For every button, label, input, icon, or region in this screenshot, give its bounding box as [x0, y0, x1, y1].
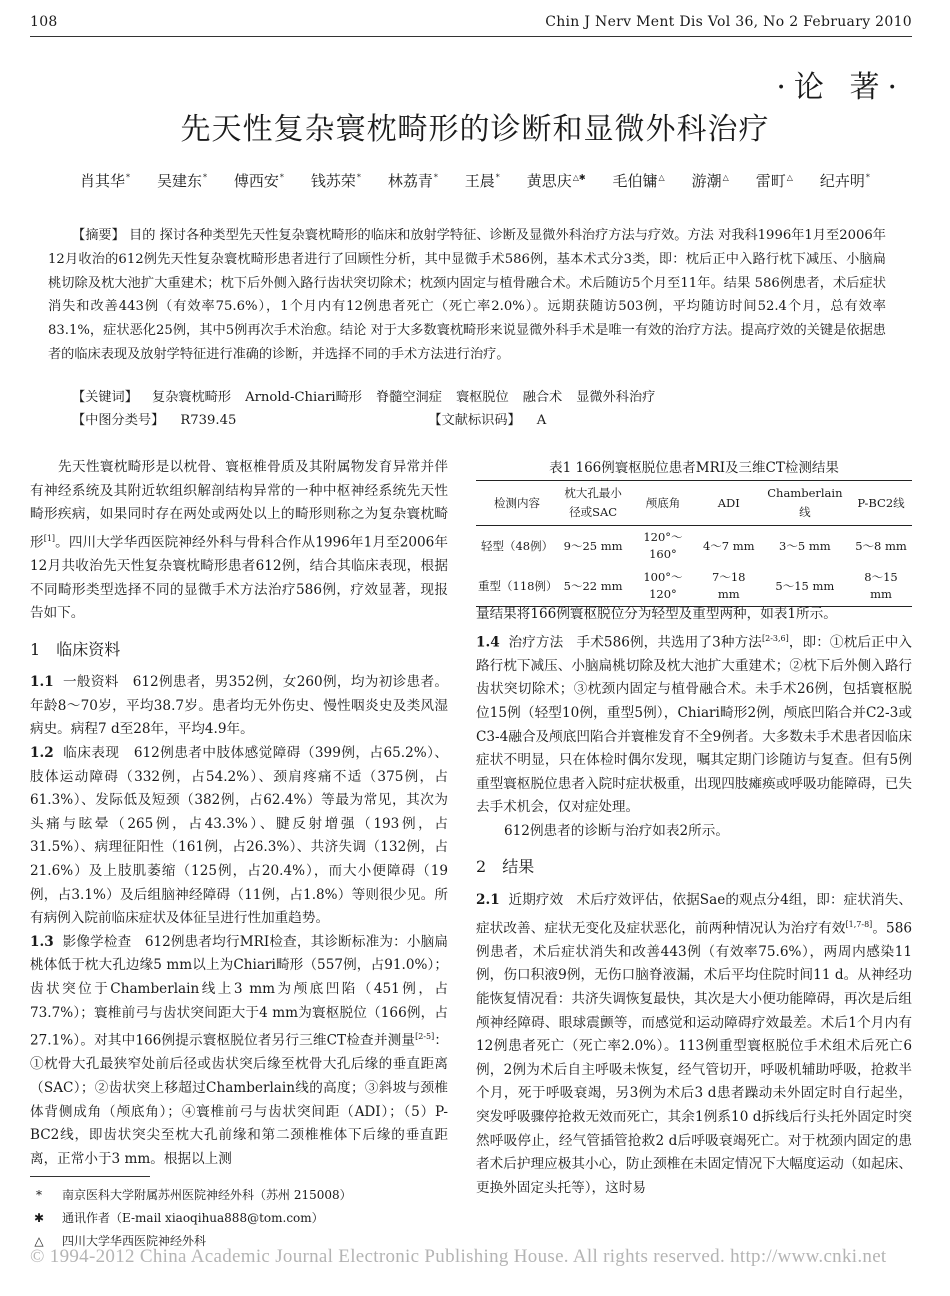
author: 雷町△ [755, 172, 793, 190]
footnote: * 南京医科大学附属苏州医院神经外科（苏州 215008） [36, 1188, 352, 1202]
section-tag: ·论 著· [776, 70, 905, 105]
keywords-label: 【关键词】 [72, 390, 138, 405]
table-followup: 量结果将166例寰枢脱位分为轻型及重型两种，如表1所示。 [476, 606, 837, 622]
subsection-1-2: 1.2 临床表现 612例患者中肢体感觉障碍（399例，占65.2%）、肢体运动障碍（332例，占54.2%）、颈肩疼痛不适（375例，占61.3%）、发际低及短颈（382例，占62.4%）等最为常见，其次为头痛与眩晕（265例，占43.3%）、腱反射增强（193例，占31.5%）、病理征阳性（161例，占26.3%）、共济失调（132例，占21.6%）及上肢肌萎缩（125例，占20.4%），而大小便障碍（19例，占3.1%）及后组脑神经障碍（11例，占1.8%）等则很少见。所有病例入院前临床症状及体征呈进行性加重趋势。 [30, 745, 448, 927]
table-header: ADI [698, 481, 760, 526]
table-row [476, 526, 912, 567]
table-cell: 5～8 mm [855, 538, 907, 553]
author: 钱苏荣* [310, 172, 361, 190]
table-cell: 120°～160° [643, 530, 683, 561]
keyword: 寰枢脱位 [455, 390, 509, 405]
keywords-row [72, 386, 886, 409]
section-heading-1: 1 临床资料 [30, 639, 121, 659]
class-value: R739.45 [180, 413, 237, 428]
classification-row [72, 409, 886, 432]
author: 林荔青* [387, 172, 438, 190]
keyword: 复杂寰枕畸形 [151, 390, 232, 405]
table-cell: 4～7 mm [702, 538, 755, 553]
results-table [476, 480, 912, 607]
subsection-1-1: 1.1 一般资料 612例患者，男352例，女260例，均为初诊患者。年龄8～70岁，平均38.7岁。患者均无外伤史、慢性咽炎史及类风湿病史。病程7 d至28年，平均4.9年。 [30, 674, 449, 738]
author: 纪卉明* [819, 172, 870, 190]
journal-header: Chin J Nerv Ment Dis Vol 36, No 2 February 2010 [545, 14, 912, 30]
keyword: 脊髓空洞症 [376, 390, 442, 405]
author: 王晨* [464, 172, 500, 190]
doc-value: A [536, 413, 547, 428]
table-cell: 5～15 mm [760, 566, 850, 607]
subsection-1-3: 1.3 影像学检查 612例患者均行MRI检查，其诊断标准为：小脑扁桃体低于枕大孔边缘5 mm以上为Chiari畸形（557例，占91.0%）；齿状突位于Chamberlain线上3 mm为颅底凹陷（451例，占73.7%）；寰椎前弓与齿状突间距大于4 mm为寰枢脱位（166例，占27.1%）。对其中166例提示寰枢脱位者另行三维CT检查并测量[2-5]：①枕骨大孔最狭窄处前后径或齿状突后缘至枕骨大孔后缘的垂直距离（SAC）；②齿状突上移超过Chamberlain线的高度；③斜坡与颈椎体背侧成角（颅底角）；④寰椎前弓与齿状突间距（ADI）；（5）P-BC2线，即齿状突尖至枕大孔前缘和第二颈椎椎体下后缘的垂直距离，正常小于3 mm。根据以上测 [30, 933, 449, 1167]
keyword: 显微外科治疗 [576, 390, 656, 405]
abstract [48, 224, 886, 367]
abstract-label: 【摘要】 [72, 228, 125, 243]
abstract-text: 目的 探讨各种类型先天性复杂寰枕畸形的临床和放射学特征、诊断及显微外科治疗方法与疗效。方法 对我科1996年1月至2006年12月收治的612例先天性复杂寰枕畸形患者进行了回顾性分析，其中显微手术586例，基本术式分3类，即：枕后正中入路行枕下减压、小脑扁桃切除及枕大池扩大重建术；枕下后外侧入路行齿状突切除术；枕颈内固定与植骨融合术。术后随访5个月至11年。结果 586例患者，术后症状消失和改善443例（有效率75.6%），1个月内有12例患者死亡（死亡率2.0%）。远期获随访503例，平均随访时间52.4个月，总有效率83.1%，症状恶化25例，其中5例再次手术治愈。结论 对于大多数寰枕畸形来说显微外科手术是唯一有效的治疗方法。提高疗效的关键是依据患者的临床表现及放射学特征进行准确的诊断，并选择不同的手术方法进行治疗。 [48, 228, 886, 362]
intro-paragraph: 先天性寰枕畸形是以枕骨、寰枢椎骨质及其附属物发育异常并伴有神经系统及其附近软组织解剖结构异常的一种中枢神经系统先天性畸形疾病，如果同时存在两处或两处以上的畸形则称之为复杂寰枕畸形[1]。四川大学华西医院神经外科与骨科合作从1996年1月至2006年12月共收治先天性复杂寰枕畸形患者612例，结合其临床表现，根据不同畸形类型选择不同的显微手术方法治疗586例，疗效显著，现报告如下。 [30, 459, 449, 622]
footnote-rule [30, 1176, 150, 1177]
author: 黄思庆△✱ [526, 172, 586, 190]
table-cell: 7～18 mm [698, 566, 760, 607]
author: 肖其华* [80, 172, 131, 190]
footnote: △ 四川大学华西医院神经外科 [34, 1234, 207, 1248]
table-cell: 8～15 mm [850, 566, 912, 607]
class-label: 【中图分类号】 [72, 413, 165, 428]
citation[interactable]: [2-3,6] [761, 633, 789, 643]
table-title: 表1 166例寰枢脱位患者MRI及三维CT检测结果 [549, 460, 839, 476]
table-header: Chamberlain线 [760, 481, 850, 526]
table-cell: 重型（118例） [476, 566, 558, 607]
author: 吴建东* [156, 172, 207, 190]
table-header: P-BC2线 [850, 481, 912, 526]
table-cell: 3～5 mm [779, 538, 831, 553]
author: 游潮△ [691, 172, 729, 190]
doc-label: 【文献标识码】 [428, 413, 521, 428]
keywords-block [72, 386, 886, 432]
footnotes [30, 1184, 352, 1253]
table-header-row [476, 481, 912, 526]
table-row [476, 566, 912, 607]
keyword: 融合术 [522, 390, 563, 405]
page-number: 108 [30, 14, 58, 30]
author: 毛伯镛△ [612, 172, 665, 190]
left-column [30, 456, 448, 1171]
author: 傅西安* [233, 172, 284, 190]
section-heading-2: 2 结果 [476, 857, 535, 877]
article-title: 先天性复杂寰枕畸形的诊断和显微外科治疗 [180, 112, 770, 147]
subsection-2-1: 2.1 近期疗效 术后疗效评估，依据Sae的观点分4组，即：症状消失、症状改善、症状无变化及症状恶化，前两种情况认为治疗有效[1,7-8]。586例患者，术后症状消失和改善443例（有效率75.6%），两周内感染11例，伤口积液9例，无伤口脑脊液漏，术后平均住院时间11 d。从神经功能恢复情况看：共济失调恢复最快，其次是大小便功能障碍，再次是后组颅神经障碍、眼球震颤等，而感觉和运动障碍疗效最差。术后1个月内有12例患者死亡（死亡率2.0%）。113例重型寰枢脱位手术组术后死亡6例，2例为术后自主呼吸未恢复，经气管切开，呼吸机辅助呼吸，抢救半个月，死于呼吸衰竭，另3例为术后3 d患者躁动未外固定时自行起坐，突发呼吸骤停抢救无效而死亡，其余1例系10 d拆线后行头托外固定时突然呼吸停止，经气管插管抢救2 d后呼吸衰竭死亡。对于枕颈内固定的患者术后护理应极其小心，防止颈椎在未固定情况下大幅度运动（如起床、更换外固定头托等），这时易 [476, 892, 913, 1196]
table-cell: 100°～120° [628, 566, 698, 607]
keyword: Arnold-Chiari畸形 [245, 390, 362, 405]
copyright-watermark: © 1994-2012 China Academic Journal Electronic Publishing House. All rights reserved. http://www.cnki.net [30, 1246, 887, 1267]
right-column [476, 603, 912, 1200]
citation[interactable]: [1] [43, 533, 56, 543]
table-header: 检测内容 [476, 481, 558, 526]
citation[interactable]: [2-5] [415, 1032, 435, 1042]
header-rule [30, 36, 912, 37]
table-cell: 轻型（48例） [480, 538, 554, 553]
table-header: 颅底角 [628, 481, 698, 526]
subsection-1-4-tail: 612例患者的诊断与治疗如表2所示。 [504, 822, 729, 839]
table-cell: 9～25 mm [563, 538, 623, 553]
table-header: 枕大孔最小径或SAC [558, 481, 628, 526]
subsection-1-4: 1.4 治疗方法 手术586例，共选用了3种方法[2-3,6]，即：①枕后正中入路行枕下减压、小脑扁桃切除及枕大池扩大重建术；②枕下后外侧入路行齿状突切除术；③枕颈内固定与植骨融合术。未手术26例，包括寰枢脱位15例（轻型10例，重型5例），Chiari畸形2例，颅底凹陷合并C2-3或C3-4融合及颅底凹陷合并寰椎发育不全9例者。大多数未手术患者因临床症状不明显，只在体检时偶尔发现，嘱其定期门诊随访与复查。但有5例重型寰枢脱位患者入院时症状极重，出现四肢瘫痪或呼吸功能障碍，已失去手术机会，仅对症处理。 [476, 633, 912, 816]
citation[interactable]: [1,7-8] [845, 919, 873, 929]
footnote: ✱ 通讯作者（E-mail xiaoqihua888@tom.com） [33, 1211, 324, 1225]
table-cell: 5～22 mm [558, 566, 628, 607]
author-list [80, 170, 870, 191]
